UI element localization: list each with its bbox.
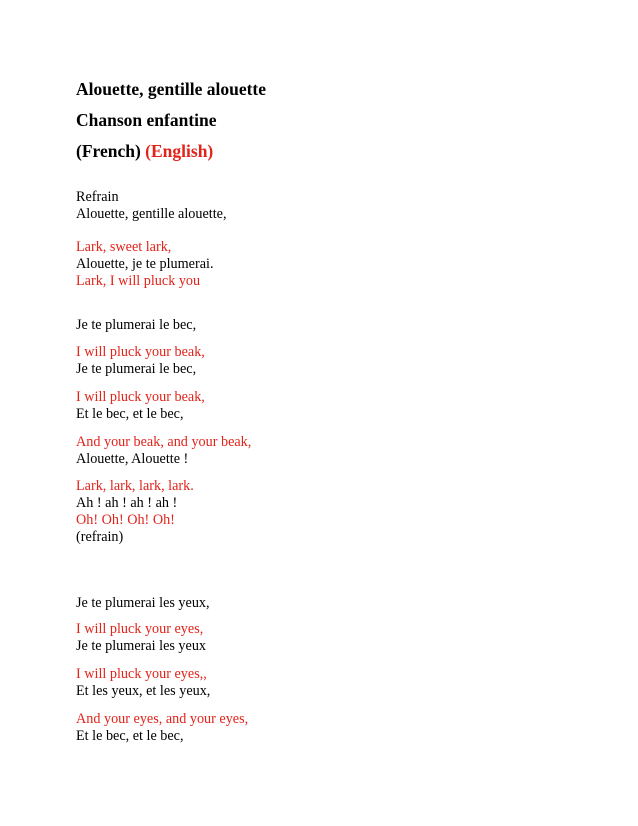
english-lyric-line: And your beak, and your beak, bbox=[76, 434, 252, 450]
language-legend bbox=[76, 141, 213, 161]
french-lyric-line: Ah ! ah ! ah ! ah ! bbox=[76, 495, 178, 511]
english-lyric-line: I will pluck your beak, bbox=[76, 389, 205, 405]
song-title: Alouette, gentille alouette bbox=[76, 79, 267, 99]
french-lyric-line: (refrain) bbox=[76, 529, 124, 545]
french-lyric-line: Je te plumerai le bec, bbox=[76, 317, 197, 333]
english-lyric-line: I will pluck your eyes,, bbox=[76, 666, 207, 682]
legend-french: (French) bbox=[76, 141, 141, 161]
french-lyric-line: Je te plumerai les yeux bbox=[76, 638, 207, 654]
english-lyric-line: I will pluck your beak, bbox=[76, 344, 205, 360]
english-lyric-line: Oh! Oh! Oh! Oh! bbox=[76, 512, 175, 528]
legend-english: (English) bbox=[145, 141, 214, 161]
song-subtitle: Chanson enfantine bbox=[76, 110, 217, 130]
english-lyric-line: And your eyes, and your eyes, bbox=[76, 711, 249, 727]
english-lyric-line: I will pluck your eyes, bbox=[76, 621, 204, 637]
french-lyric-line: Refrain bbox=[76, 189, 119, 205]
english-lyric-line: Lark, lark, lark, lark. bbox=[76, 478, 194, 494]
french-lyric-line: Alouette, Alouette ! bbox=[76, 451, 189, 467]
french-lyric-line: Et les yeux, et les yeux, bbox=[76, 683, 211, 699]
english-lyric-line: Lark, sweet lark, bbox=[76, 239, 172, 255]
french-lyric-line: Je te plumerai le bec, bbox=[76, 361, 197, 377]
french-lyric-line: Et le bec, et le bec, bbox=[76, 406, 184, 422]
french-lyric-line: Alouette, je te plumerai. bbox=[76, 256, 214, 272]
french-lyric-line: Et le bec, et le bec, bbox=[76, 728, 184, 744]
french-lyric-line: Alouette, gentille alouette, bbox=[76, 206, 227, 222]
french-lyric-line: Je te plumerai les yeux, bbox=[76, 595, 210, 611]
english-lyric-line: Lark, I will pluck you bbox=[76, 273, 201, 289]
